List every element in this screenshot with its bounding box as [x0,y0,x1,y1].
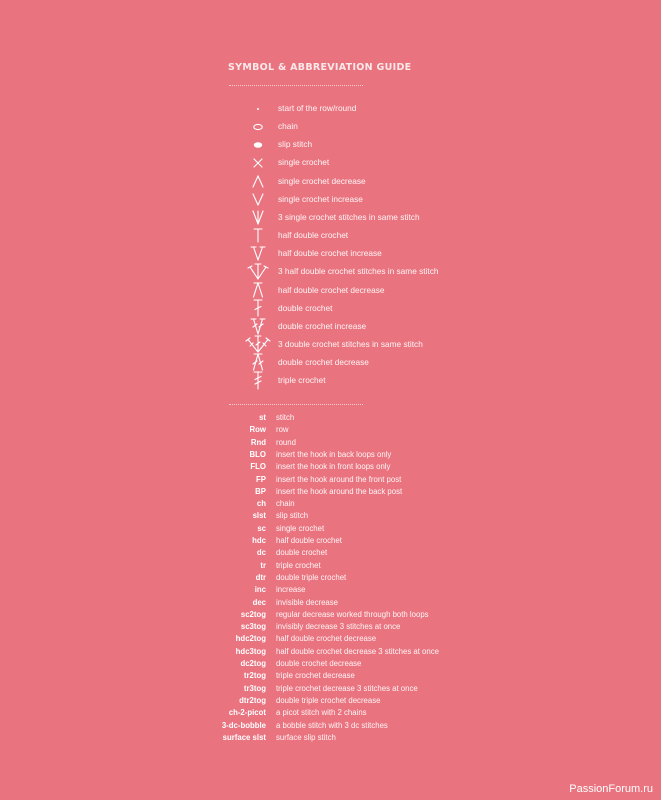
symbol-row [240,320,500,338]
double-crossed-t-icon [240,369,276,393]
abbreviation: dtr [255,572,266,582]
abbreviation: st [259,413,266,422]
title-divider [229,85,363,86]
abbreviation-definition: double crochet decrease [276,659,362,668]
abbreviation-row [200,670,500,682]
abbreviation-row [200,474,500,486]
symbol-row [240,247,500,265]
guide-title: SYMBOL & ABBREVIATION GUIDE [228,62,412,73]
symbol-row [240,284,500,302]
symbol-label: half double crochet increase [278,248,382,259]
symbol-row [240,374,500,392]
abbreviation-row [200,412,500,424]
abbreviation-definition: triple crochet decrease 3 stitches at once [276,683,418,693]
abbreviation: Rnd [250,437,266,447]
abbreviation: tr2tog [243,671,266,681]
abbreviation-row [200,707,500,719]
symbol-label: 3 single crochet stitches in same stitch [278,211,420,222]
abbreviation-definition: invisible decrease [276,597,338,607]
abbreviation-row [200,646,500,658]
symbol-row [240,175,500,193]
symbol-label: start of the row/round [278,103,357,113]
symbol-label: single crochet [278,157,330,168]
abbreviation-row [200,597,500,609]
abbreviation: sc [257,523,266,533]
abbreviation-row [200,609,500,621]
symbol-label: slip stitch [278,139,313,150]
abbreviation-row [200,658,500,670]
symbol-row [240,211,500,229]
abbreviation-definition: slip stitch [276,511,309,521]
abbreviation: Row [249,425,266,435]
abbreviation: dc [256,548,266,558]
abbreviation-definition: insert the hook around the front post [276,474,402,484]
symbol-label: 3 double crochet stitches in same stitch [278,338,423,349]
abbreviation-definition: a picot stitch with 2 chains [276,708,367,718]
abbreviation-row [200,449,500,461]
abbreviation-definition: regular decrease worked through both loops [276,609,429,619]
abbreviation-definition: row [276,425,289,435]
abbreviation: hdc3tog [235,646,266,656]
abbreviation: hdc [252,536,266,545]
abbreviation-row [200,486,500,498]
abbreviation: sc2tog [240,609,266,619]
abbreviation: ch [256,499,266,509]
symbol-row [240,120,500,138]
symbol-label: half double crochet [278,230,349,241]
abbreviation-definition: invisibly decrease 3 stitches at once [276,622,401,632]
abbreviation-row [200,633,500,645]
abbreviation-definition: half double crochet decrease [276,634,377,644]
abbreviation-row [200,683,500,695]
abbreviation-row [200,523,500,535]
abbreviation-definition: increase [276,585,306,595]
abbreviation: FP [256,474,266,484]
abbreviation-definition: surface slip stitch [276,732,336,742]
abbreviation-row [200,424,500,436]
abbreviation-definition: triple crochet decrease [276,671,355,681]
symbol-row [240,156,500,174]
abbreviation: tr [260,560,266,570]
abbreviation-row [200,584,500,596]
symbol-label: double crochet [278,302,333,313]
symbol-label: half double crochet decrease [278,284,385,295]
abbreviation: 3-dc-bobble [221,720,266,730]
abbreviation: slst [252,511,266,521]
watermark: PassionForum.ru [569,783,653,795]
abbreviation-row [200,498,500,510]
abbreviation-definition: stitch [276,413,295,422]
symbol-label: single crochet increase [278,193,363,204]
abbreviation-definition: insert the hook around the back post [276,486,403,496]
abbreviation: dc2tog [240,659,266,668]
abbreviation-row [200,732,500,744]
abbreviation-definition: double triple crochet decrease [276,695,381,705]
symbol-label: chain [278,121,298,132]
symbol-row [240,229,500,247]
symbol-row [240,138,500,156]
abbreviation-row [200,437,500,449]
abbreviation: dtr2tog [239,695,266,705]
abbreviation-row [200,720,500,732]
abbreviation-definition: round [276,437,296,447]
abbreviation-definition: a bobble stitch with 3 dc stitches [276,720,388,730]
abbreviation-definition: half double crochet decrease 3 stitches at once [276,646,439,656]
abbreviation: BLO [249,449,266,459]
symbol-row [240,338,500,356]
abbreviation: sc3tog [240,622,266,632]
abbreviation-row [200,547,500,559]
symbol-label: triple crochet [278,375,326,386]
abbreviation-definition: double crochet [276,548,328,558]
symbol-label: double crochet increase [278,320,367,331]
symbol-label: single crochet decrease [278,175,366,186]
abbreviation: tr3tog [243,683,266,693]
symbol-row [240,356,500,374]
abbreviation-row [200,621,500,633]
abbreviation-definition: insert the hook in back loops only [276,449,392,459]
abbreviation: BP [255,486,266,496]
abbreviation-definition: half double crochet [276,536,342,545]
abbreviation-definition: single crochet [276,523,325,533]
abbreviation: surface slst [222,732,266,742]
abbreviation-definition: double triple crochet [276,572,347,582]
abbreviation: FLO [250,462,266,472]
symbol-label: 3 half double crochet stitches in same stitch [278,266,439,277]
symbol-row [240,102,500,120]
symbol-row [240,265,500,283]
abbreviation-definition: insert the hook in front loops only [276,462,391,472]
symbol-row [240,193,500,211]
abbreviation-row [200,461,500,473]
section-divider [229,404,363,405]
abbreviation: dec [252,597,266,607]
abbreviation-row [200,510,500,522]
abbreviation-row [200,535,500,547]
abbreviation-row [200,572,500,584]
abbreviation-definition: triple crochet [276,560,321,570]
abbreviation: ch-2-picot [228,708,266,718]
abbreviation: inc [254,585,266,595]
abbreviation-row [200,560,500,572]
abbreviation-definition: chain [276,499,295,509]
symbol-label: double crochet decrease [278,357,369,368]
symbol-row [240,302,500,320]
abbreviation: hdc2tog [235,634,266,644]
abbreviation-row [200,695,500,707]
